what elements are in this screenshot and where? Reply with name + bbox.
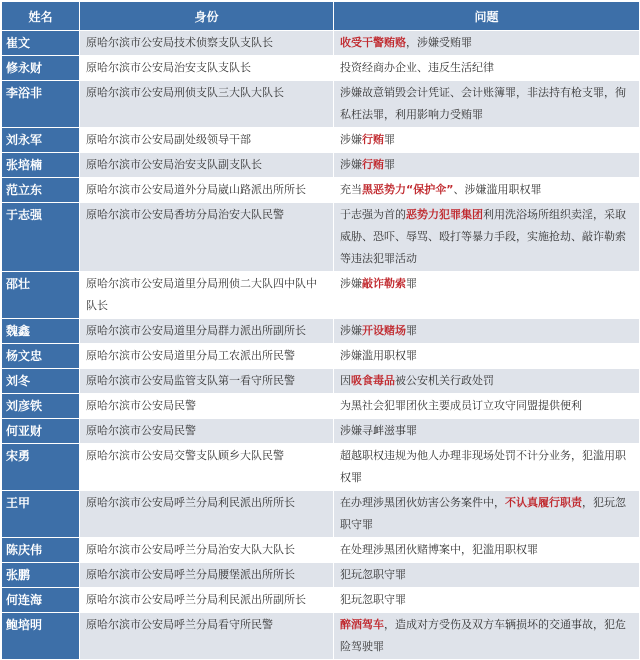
person-identity: 原哈尔滨市公安局呼兰分局治安大队大队长 bbox=[80, 538, 334, 563]
person-name: 何亚财 bbox=[2, 419, 80, 444]
issue-text: 涉嫌滥用职权罪 bbox=[340, 349, 417, 362]
person-identity: 原哈尔滨市公安局技术侦察支队支队长 bbox=[80, 31, 334, 56]
person-issue bbox=[334, 319, 640, 344]
person-identity: 原哈尔滨市公安局香坊分局治安大队民警 bbox=[80, 203, 334, 272]
issue-text: ，涉嫌受贿罪 bbox=[406, 36, 472, 49]
person-identity: 原哈尔滨市公安局呼兰分局利民派出所副所长 bbox=[80, 588, 334, 613]
person-identity: 原哈尔滨市公安局道里分局群力派出所副所长 bbox=[80, 319, 334, 344]
header-issue: 问题 bbox=[334, 2, 640, 31]
issue-text: 在办理涉黑团伙妨害公务案件中， bbox=[340, 496, 505, 509]
issue-text: ，犯玩忽职守罪 bbox=[340, 496, 626, 531]
header-name: 姓名 bbox=[2, 2, 80, 31]
person-identity: 原哈尔滨市公安局道外分局崴山路派出所所长 bbox=[80, 178, 334, 203]
person-identity: 原哈尔滨市公安局呼兰分局利民派出所所长 bbox=[80, 491, 334, 538]
table-row bbox=[2, 272, 640, 319]
issue-text: 罪 bbox=[384, 133, 395, 146]
table-row bbox=[2, 344, 640, 369]
person-issue bbox=[334, 444, 640, 491]
person-issue bbox=[334, 394, 640, 419]
person-issue bbox=[334, 491, 640, 538]
issue-text: 超越职权违规为他人办理非现场处罚不计分业务，犯滥用职权罪 bbox=[340, 449, 626, 484]
person-issue bbox=[334, 56, 640, 81]
table-row bbox=[2, 153, 640, 178]
table-header-row bbox=[2, 2, 640, 31]
table-row bbox=[2, 538, 640, 563]
issue-highlight: 恶势力犯罪集团 bbox=[406, 208, 483, 221]
table-row bbox=[2, 56, 640, 81]
person-identity: 原哈尔滨市公安局呼兰分局看守所民警 bbox=[80, 613, 334, 660]
person-identity: 原哈尔滨市公安局道里分局刑侦二大队四中队中队长 bbox=[80, 272, 334, 319]
table-row bbox=[2, 394, 640, 419]
issue-text: 、涉嫌滥用职权罪 bbox=[453, 183, 542, 196]
person-issue bbox=[334, 128, 640, 153]
issue-highlight: 行贿 bbox=[362, 133, 384, 146]
issue-text: 犯玩忽职守罪 bbox=[340, 568, 406, 581]
person-name: 宋勇 bbox=[2, 444, 80, 491]
table-row bbox=[2, 178, 640, 203]
person-name: 崔文 bbox=[2, 31, 80, 56]
header-identity: 身份 bbox=[80, 2, 334, 31]
person-issue bbox=[334, 31, 640, 56]
person-identity: 原哈尔滨市公安局道里分局工农派出所民警 bbox=[80, 344, 334, 369]
person-issue bbox=[334, 272, 640, 319]
table-row bbox=[2, 319, 640, 344]
person-issue bbox=[334, 538, 640, 563]
issue-text: 涉嫌寻衅滋事罪 bbox=[340, 424, 417, 437]
person-issue bbox=[334, 81, 640, 128]
table-row bbox=[2, 491, 640, 538]
table-row bbox=[2, 419, 640, 444]
issue-text: 投资经商办企业、违反生活纪律 bbox=[340, 61, 494, 74]
issue-highlight: 行贿 bbox=[362, 158, 384, 171]
person-identity: 原哈尔滨市公安局治安支队副支队长 bbox=[80, 153, 334, 178]
issue-text: 在处理涉黑团伙赌博案中，犯滥用职权罪 bbox=[340, 543, 538, 556]
person-issue bbox=[334, 203, 640, 272]
table-row bbox=[2, 81, 640, 128]
issue-highlight: 开设赌场 bbox=[362, 324, 406, 337]
issue-text: 涉嫌 bbox=[340, 324, 362, 337]
person-name: 何连海 bbox=[2, 588, 80, 613]
issue-text: 涉嫌 bbox=[340, 158, 362, 171]
issue-text: 涉嫌故意销毁会计凭证、会计账簿罪，非法持有枪支罪，徇私枉法罪，利用影响力受贿罪 bbox=[340, 86, 626, 121]
issue-text: 涉嫌 bbox=[340, 277, 362, 290]
person-identity: 原哈尔滨市公安局副处级领导干部 bbox=[80, 128, 334, 153]
person-issue bbox=[334, 563, 640, 588]
person-name: 李浴非 bbox=[2, 81, 80, 128]
issue-highlight: 敲诈勒索 bbox=[362, 277, 406, 290]
person-issue bbox=[334, 178, 640, 203]
person-identity: 原哈尔滨市公安局交警支队顾乡大队民警 bbox=[80, 444, 334, 491]
issue-text: 罪 bbox=[406, 277, 417, 290]
issue-text: 罪 bbox=[384, 158, 395, 171]
person-issue bbox=[334, 613, 640, 660]
person-issue bbox=[334, 419, 640, 444]
table-row bbox=[2, 444, 640, 491]
table-row bbox=[2, 128, 640, 153]
issue-text: 被公安机关行政处罚 bbox=[395, 374, 494, 387]
table-row bbox=[2, 31, 640, 56]
person-name: 张鹏 bbox=[2, 563, 80, 588]
person-identity: 原哈尔滨市公安局监管支队第一看守所民警 bbox=[80, 369, 334, 394]
person-identity: 原哈尔滨市公安局治安支队支队长 bbox=[80, 56, 334, 81]
issue-highlight: 收受干警贿赂 bbox=[340, 36, 406, 49]
person-issue bbox=[334, 344, 640, 369]
table-row bbox=[2, 563, 640, 588]
table-body bbox=[2, 31, 640, 660]
table-row bbox=[2, 203, 640, 272]
person-identity: 原哈尔滨市公安局民警 bbox=[80, 394, 334, 419]
person-name: 陈庆伟 bbox=[2, 538, 80, 563]
person-name: 修永财 bbox=[2, 56, 80, 81]
person-name: 杨文忠 bbox=[2, 344, 80, 369]
issue-text: ，造成对方受伤及双方车辆损坏的交通事故，犯危险驾驶罪 bbox=[340, 618, 626, 653]
person-identity: 原哈尔滨市公安局刑侦支队三大队大队长 bbox=[80, 81, 334, 128]
person-name: 王甲 bbox=[2, 491, 80, 538]
officials-table bbox=[1, 1, 640, 660]
issue-highlight: 黑恶势力“保护伞” bbox=[362, 183, 454, 196]
table-row bbox=[2, 613, 640, 660]
person-name: 范立东 bbox=[2, 178, 80, 203]
person-issue bbox=[334, 588, 640, 613]
person-name: 刘冬 bbox=[2, 369, 80, 394]
person-identity: 原哈尔滨市公安局呼兰分局腰堡派出所所长 bbox=[80, 563, 334, 588]
person-issue bbox=[334, 153, 640, 178]
issue-text: 罪 bbox=[406, 324, 417, 337]
issue-text: 充当 bbox=[340, 183, 362, 196]
table-row bbox=[2, 588, 640, 613]
issue-text: 因 bbox=[340, 374, 351, 387]
person-issue bbox=[334, 369, 640, 394]
person-name: 鲍培明 bbox=[2, 613, 80, 660]
person-name: 魏鑫 bbox=[2, 319, 80, 344]
person-name: 于志强 bbox=[2, 203, 80, 272]
issue-text: 涉嫌 bbox=[340, 133, 362, 146]
person-name: 刘永军 bbox=[2, 128, 80, 153]
person-name: 邵壮 bbox=[2, 272, 80, 319]
person-name: 张培楠 bbox=[2, 153, 80, 178]
issue-text: 为黑社会犯罪团伙主要成员订立攻守同盟提供便利 bbox=[340, 399, 582, 412]
table-row bbox=[2, 369, 640, 394]
issue-text: 利用洗浴场所组织卖淫，采取威胁、恐吓、辱骂、殴打等暴力手段，实施抢劫、敲诈勒索等违法犯罪活动 bbox=[340, 208, 626, 265]
issue-highlight: 吸食毒品 bbox=[351, 374, 395, 387]
issue-highlight: 醉酒驾车 bbox=[340, 618, 384, 631]
issue-text: 犯玩忽职守罪 bbox=[340, 593, 406, 606]
person-identity: 原哈尔滨市公安局民警 bbox=[80, 419, 334, 444]
issue-highlight: 不认真履行职责 bbox=[505, 496, 582, 509]
issue-text: 于志强为首的 bbox=[340, 208, 406, 221]
person-name: 刘彦铁 bbox=[2, 394, 80, 419]
